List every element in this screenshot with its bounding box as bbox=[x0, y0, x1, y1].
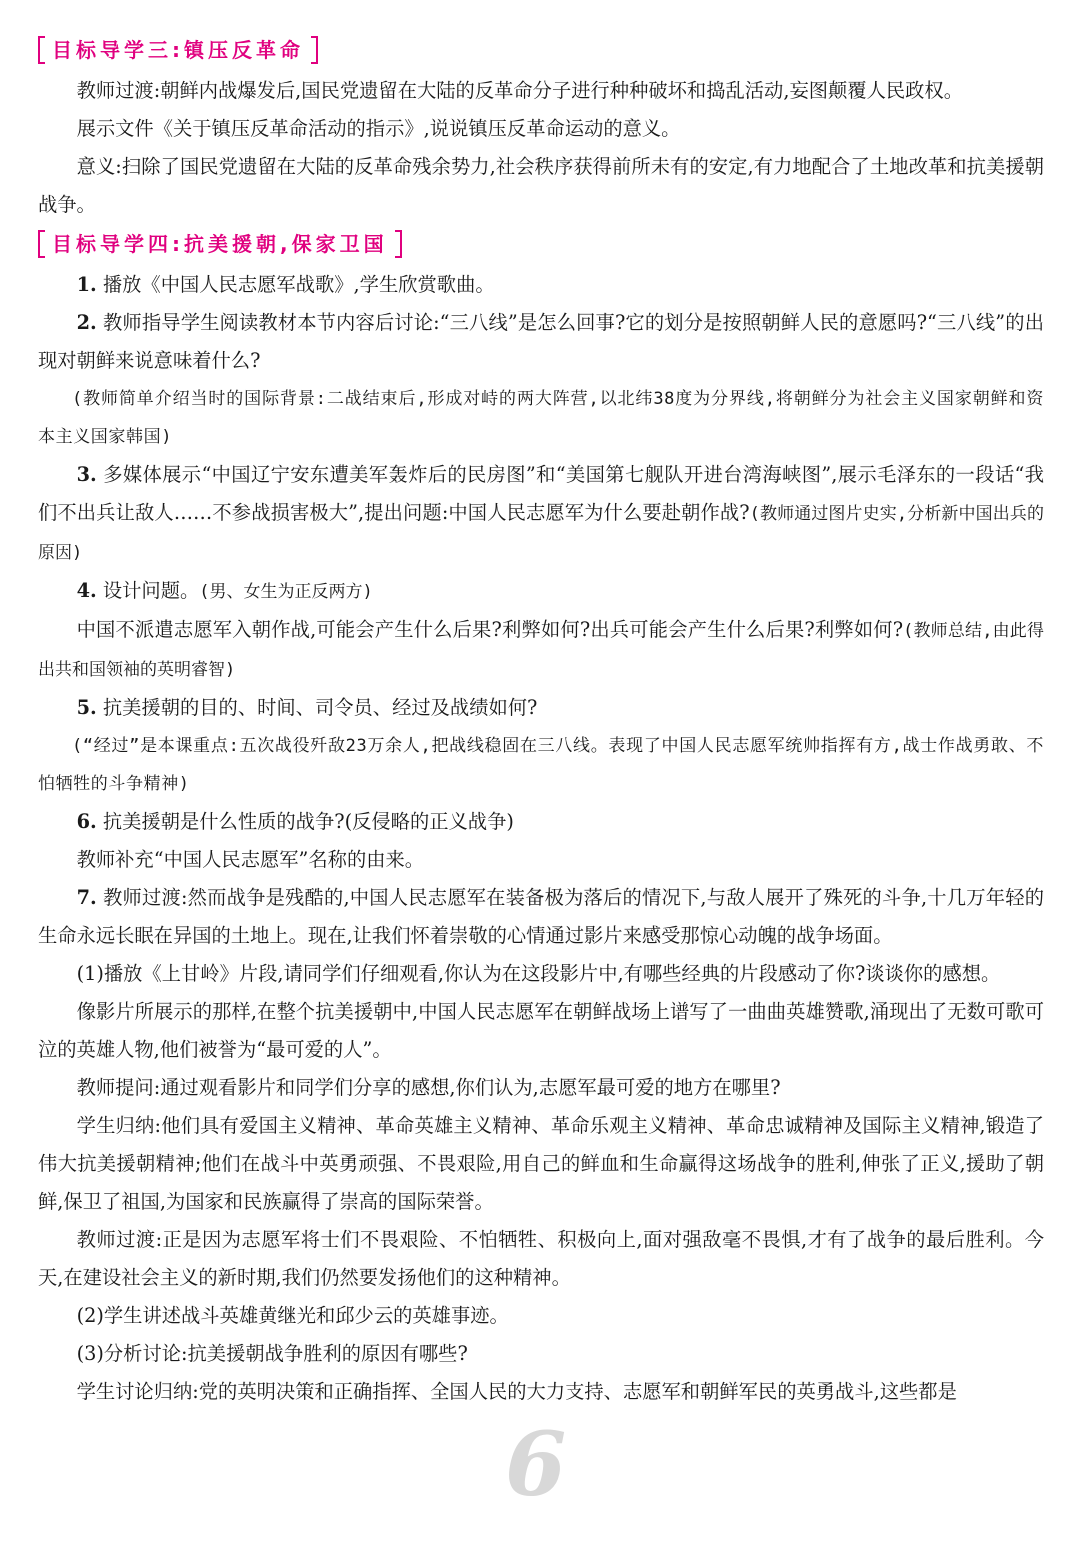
item-number: 4. bbox=[76, 579, 97, 602]
paragraph: 教师过渡:朝鲜内战爆发后,国民党遗留在大陆的反革命分子进行种种破坏和捣乱活动,妄图颠覆人民政权。 bbox=[76, 79, 963, 102]
item-number: 5. bbox=[76, 696, 97, 719]
paragraph bbox=[38, 611, 1044, 689]
paragraph: 意义:扫除了国民党遗留在大陆的反革命残余势力,社会秩序获得前所未有的安定,有力地配合了土地改革和抗美援朝战争。 bbox=[38, 155, 1044, 216]
teacher-note: (男、女生为正反两方) bbox=[199, 582, 373, 602]
item-text: 教师过渡:然而战争是残酷的,中国人民志愿军在装备极为落后的情况下,与敌人展开了殊死的斗争,十几万年轻的生命永远长眠在异国的土地上。现在,让我们怀着崇敬的心情通过影片来感受那惊心动魄的战争场面。 bbox=[38, 886, 1044, 947]
document-page bbox=[38, 36, 1044, 1411]
section-title-3: 目标导学三:镇压反革命 bbox=[38, 36, 318, 64]
teacher-note: (“经过”是本课重点:五次战役歼敌23万余人,把战线稳固在三八线。表现了中国人民志愿军统帅指挥有方,战士作战勇敢、不怕牺牲的斗争精神) bbox=[38, 736, 1044, 794]
page-number-watermark: 6 bbox=[505, 1412, 567, 1516]
teacher-note: (教师简单介绍当时的国际背景:二战结束后,形成对峙的两大阵营,以北纬38度为分界线,将朝鲜分为社会主义国家朝鲜和资本主义国家韩国) bbox=[38, 389, 1044, 447]
item-text: 抗美援朝的目的、时间、司令员、经过及战绩如何? bbox=[102, 696, 538, 719]
item-text: 中国不派遣志愿军入朝作战,可能会产生什么后果?利弊如何?出兵可能会产生什么后果?利弊如何? bbox=[76, 618, 904, 641]
paragraph: (1)播放《上甘岭》片段,请同学们仔细观看,你认为在这段影片中,有哪些经典的片段感动了你?谈谈你的感想。 bbox=[76, 962, 1001, 985]
item-text: 抗美援朝是什么性质的战争?(反侵略的正义战争) bbox=[102, 810, 514, 833]
list-item-2 bbox=[38, 304, 1044, 380]
item-number: 7. bbox=[76, 886, 97, 909]
item-text: 设计问题。 bbox=[102, 579, 200, 602]
paragraph: 学生归纳:他们具有爱国主义精神、革命英雄主义精神、革命乐观主义精神、革命忠诚精神及国际主义精神,锻造了伟大抗美援朝精神;他们在战斗中英勇顽强、不畏艰险,用自己的鲜血和生命赢得这场战争的胜利,伸张了正义,援助了朝鲜,保卫了祖国,为国家和民族赢得了崇高的国际荣誉。 bbox=[38, 1114, 1044, 1213]
paragraph: 像影片所展示的那样,在整个抗美援朝中,中国人民志愿军在朝鲜战场上谱写了一曲曲英雄赞歌,涌现出了无数可歌可泣的英雄人物,他们被誉为“最可爱的人”。 bbox=[38, 1000, 1044, 1061]
paragraph: 学生讨论归纳:党的英明决策和正确指挥、全国人民的大力支持、志愿军和朝鲜军民的英勇战斗,这些都是 bbox=[76, 1380, 957, 1403]
teacher-note: (教师通过图片史实,分析新中国出兵的原因) bbox=[38, 504, 1044, 563]
paragraph: 教师过渡:正是因为志愿军将士们不畏艰险、不怕牺牲、积极向上,面对强敌毫不畏惧,才有了战争的最后胜利。今天,在建设社会主义的新时期,我们仍然要发扬他们的这种精神。 bbox=[38, 1228, 1044, 1289]
item-text: 教师指导学生阅读教材本节内容后讨论:“三八线”是怎么回事?它的划分是按照朝鲜人民的意愿吗?“三八线”的出现对朝鲜来说意味着什么? bbox=[38, 311, 1044, 372]
section-title-4: 目标导学四:抗美援朝,保家卫国 bbox=[38, 230, 402, 258]
paragraph: 展示文件《关于镇压反革命活动的指示》,说说镇压反革命运动的意义。 bbox=[76, 117, 681, 140]
paragraph: 教师补充“中国人民志愿军”名称的由来。 bbox=[76, 848, 425, 871]
list-item-1 bbox=[38, 266, 1044, 304]
list-item-7 bbox=[38, 879, 1044, 955]
item-number: 2. bbox=[76, 311, 97, 334]
list-item-6 bbox=[38, 803, 1044, 841]
paragraph: (2)学生讲述战斗英雄黄继光和邱少云的英雄事迹。 bbox=[76, 1304, 509, 1327]
teacher-note: (教师总结,由此得出共和国领袖的英明睿智) bbox=[38, 621, 1044, 680]
item-text: 多媒体展示“中国辽宁安东遭美军轰炸后的民房图”和“美国第七舰队开进台湾海峡图”,展示毛泽东的一段话“我们不出兵让敌人……不参战损害极大”,提出问题:中国人民志愿军为什么要赴朝作战? bbox=[38, 463, 1044, 524]
item-number: 3. bbox=[76, 463, 97, 486]
item-text: 播放《中国人民志愿军战歌》,学生欣赏歌曲。 bbox=[102, 273, 495, 296]
list-item-4 bbox=[38, 572, 1044, 611]
paragraph: 教师提问:通过观看影片和同学们分享的感想,你们认为,志愿军最可爱的地方在哪里? bbox=[76, 1076, 781, 1099]
item-number: 1. bbox=[76, 273, 97, 296]
list-item-5 bbox=[38, 689, 1044, 727]
item-number: 6. bbox=[76, 810, 97, 833]
paragraph: (3)分析讨论:抗美援朝战争胜利的原因有哪些? bbox=[76, 1342, 468, 1365]
list-item-3 bbox=[38, 456, 1044, 572]
